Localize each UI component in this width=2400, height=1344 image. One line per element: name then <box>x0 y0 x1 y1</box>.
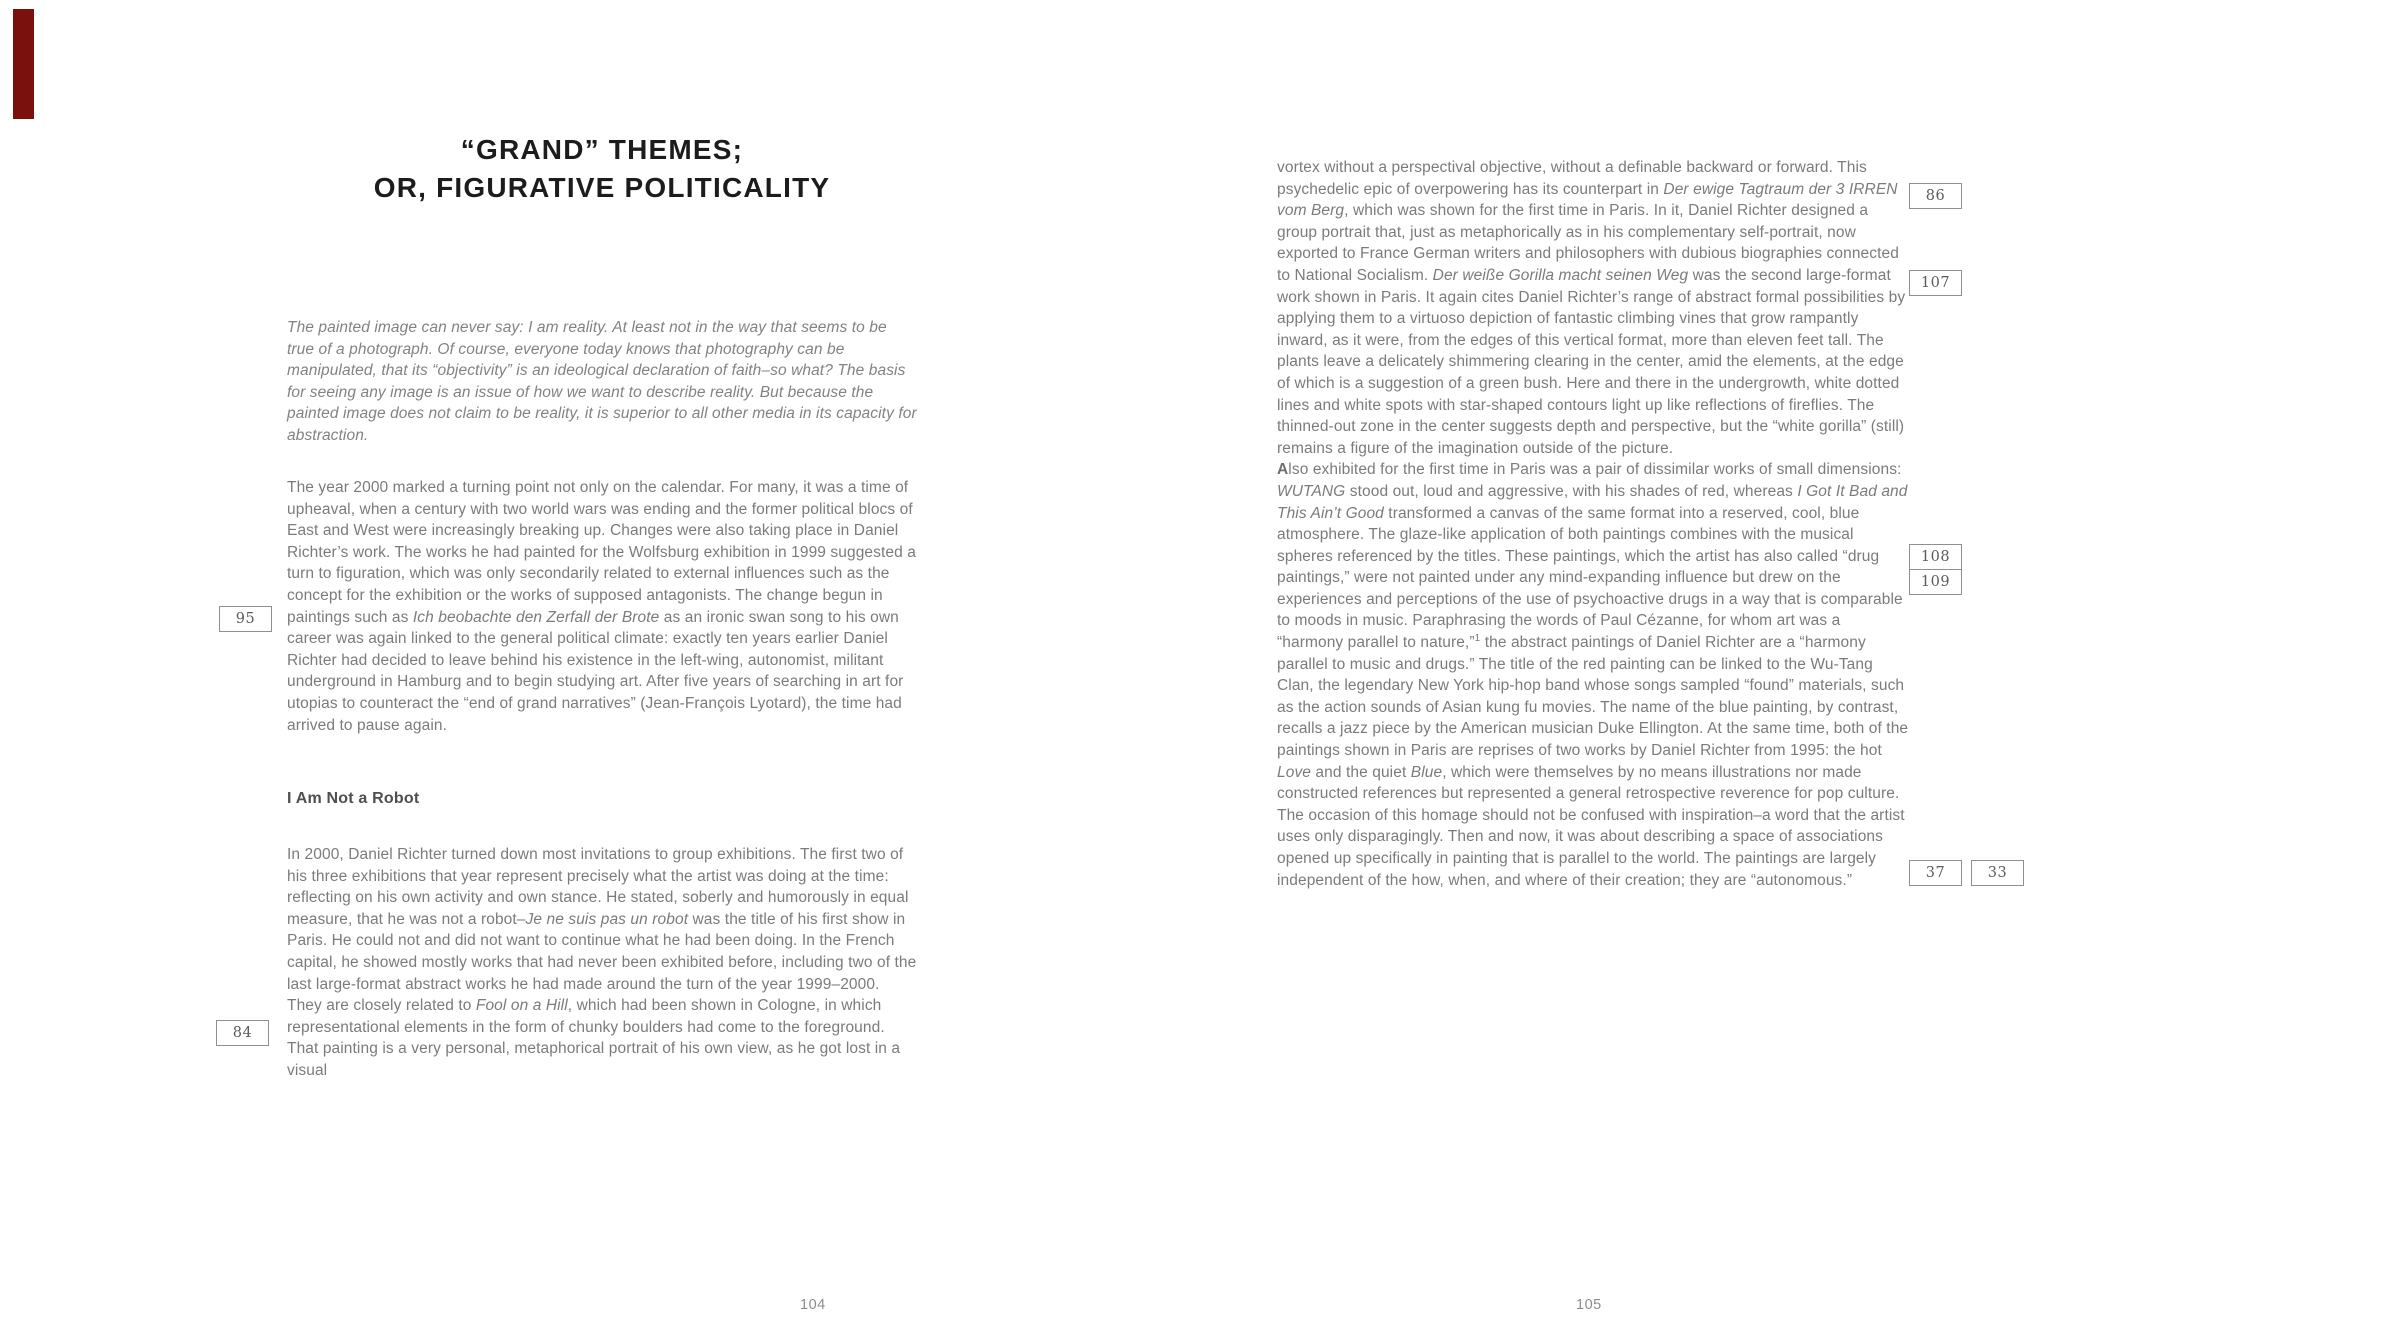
page-number-right: 105 <box>1576 1297 1602 1313</box>
chapter-title-line1: “GRAND” THEMES; <box>460 134 744 165</box>
margin-ref-box: 33 <box>1971 860 2024 886</box>
margin-ref-box: 95 <box>219 606 272 632</box>
section-heading: I Am Not a Robot <box>287 790 420 807</box>
body-paragraph-left-1: The year 2000 marked a turning point not only on the calendar. For many, it was a time of upheaval, when a century with two world wars was ending and the former political blocs of East and West were increasingly breaking up. Changes were also taking place in Daniel Richter’s work. The works he had painted for the Wolfsburg exhibition in 1999 suggested a turn to figuration, which was only secondarily related to external influences such as the concept for the exhibition or the works of supposed antagonists. The change begun in paintings such as Ich beobachte den Zerfall der Brote as an ironic swan song to his own career was again linked to the general political climate: exactly ten years earlier Daniel Richter had decided to leave behind his existence in the left-wing, autonomist, militant underground in Hamburg and to begin studying art. After five years of searching in art for utopias to counteract the “end of grand narratives” (Jean-François Lyotard), the time had arrived to pause again. <box>287 479 916 734</box>
chapter-title <box>257 131 947 207</box>
epigraph: The painted image can never say: I am reality. At least not in the way that seems to be true of a photograph. Of course, everyone today knows that photography can be manipulated, that its “objectivity” is an ideological declaration of faith–so what? The basis for seeing any image is an issue of how we want to describe reality. But because the painted image does not claim to be reality, it is superior to all other media in its capacity for abstraction. <box>287 319 917 444</box>
body-paragraph-right-1: vortex without a perspectival objective, without a definable backward or forward. This psychedelic epic of overpowering has its counterpart in Der ewige Tagtraum der 3 IRREN vom Berg, which was shown for the first time in Paris. In it, Daniel Richter designed a group portrait that, just as metaphorically as in his complementary self-portrait, now exported to France German writers and philosophers with dubious biographies connected to National Socialism. Der weiße Gorilla macht seinen Weg was the second large-format work shown in Paris. It again cites Daniel Richter’s range of abstract formal possibilities by applying them to a virtuoso depiction of fantastic climbing vines that grow rampantly inward, as it were, from the edges of this vertical format, more than eleven feet tall. The plants leave a delicately shimmering clearing in the center, amid the elements, at the edge of which is a suggestion of a green bush. Here and there in the undergrowth, white dotted lines and white spots with star-shaped contours light up like reflections of fireflies. The thinned-out zone in the center suggests depth and perspective, but the “white gorilla” (still) remains a figure of the imagination outside of the picture. <box>1277 159 1906 457</box>
red-bookmark <box>13 9 34 119</box>
margin-ref-box: 37 <box>1909 860 1962 886</box>
margin-ref-box: 108 <box>1909 544 1962 570</box>
margin-ref-box: 84 <box>216 1020 269 1046</box>
body-paragraph-right-2: Also exhibited for the first time in Paris was a pair of dissimilar works of small dimensions: WUTANG stood out, loud and aggressive, with his shades of red, whereas I Got It Bad and This Ain’t Good transformed a canvas of the same format into a reserved, cool, blue atmosphere. The glaze-like application of both paintings combines with the musical spheres referenced by the titles. These paintings, which the artist has also called “drug paintings,” were not painted under any mind-expanding influence but drew on the experiences and perceptions of the use of psychoactive drugs in a way that is comparable to moods in music. Paraphrasing the words of Paul Cézanne, for whom art was a “harmony parallel to nature,”$^1$ the abstract paintings of Daniel Richter are a “harmony parallel to music and drugs.” The title of the red painting can be linked to the Wu-Tang Clan, the legendary New York hip-hop band whose songs sampled “found” materials, such as the action sounds of Asian kung fu movies. The name of the blue painting, by contrast, recalls a jazz piece by the American musician Duke Ellington. At the same time, both of the paintings shown in Paris are reprises of two works by Daniel Richter from 1995: the hot Love and the quiet Blue, which were themselves by no means illustrations nor made constructed references but represented a general retrospective reverence for pop culture. The occasion of this homage should not be confused with inspiration–a word that the artist uses only disparagingly. Then and now, it was about describing a space of associations opened up specifically in painting that is parallel to the world. The paintings are largely independent of the how, when, and where of their creation; they are “autonomous.” <box>1277 461 1909 889</box>
margin-ref-box: 109 <box>1909 569 1962 595</box>
margin-ref-box: 86 <box>1909 183 1962 209</box>
body-paragraph-left-2: In 2000, Daniel Richter turned down most invitations to group exhibitions. The first two of his three exhibitions that year represent precisely what the artist was doing at the time: reflecting on his own activity and own stance. He stated, soberly and humorously in equal measure, that he was not a robot–Je ne suis pas un robot was the title of his first show in Paris. He could not and did not want to continue what he had been doing. In the French capital, he showed mostly works that had never been exhibited before, including two of the last large-format abstract works he had made around the turn of the year 1999–2000. They are closely related to Fool on a Hill, which had been shown in Cologne, in which representational elements in the form of chunky boulders had come to the foreground. That painting is a very personal, metaphorical portrait of his own view, as he got lost in a visual <box>287 846 917 1079</box>
right-page-text <box>1277 157 1911 891</box>
chapter-title-line2: OR, FIGURATIVE POLITICALITY <box>373 172 831 203</box>
page-number-left: 104 <box>800 1297 826 1313</box>
margin-ref-box: 107 <box>1909 270 1962 296</box>
